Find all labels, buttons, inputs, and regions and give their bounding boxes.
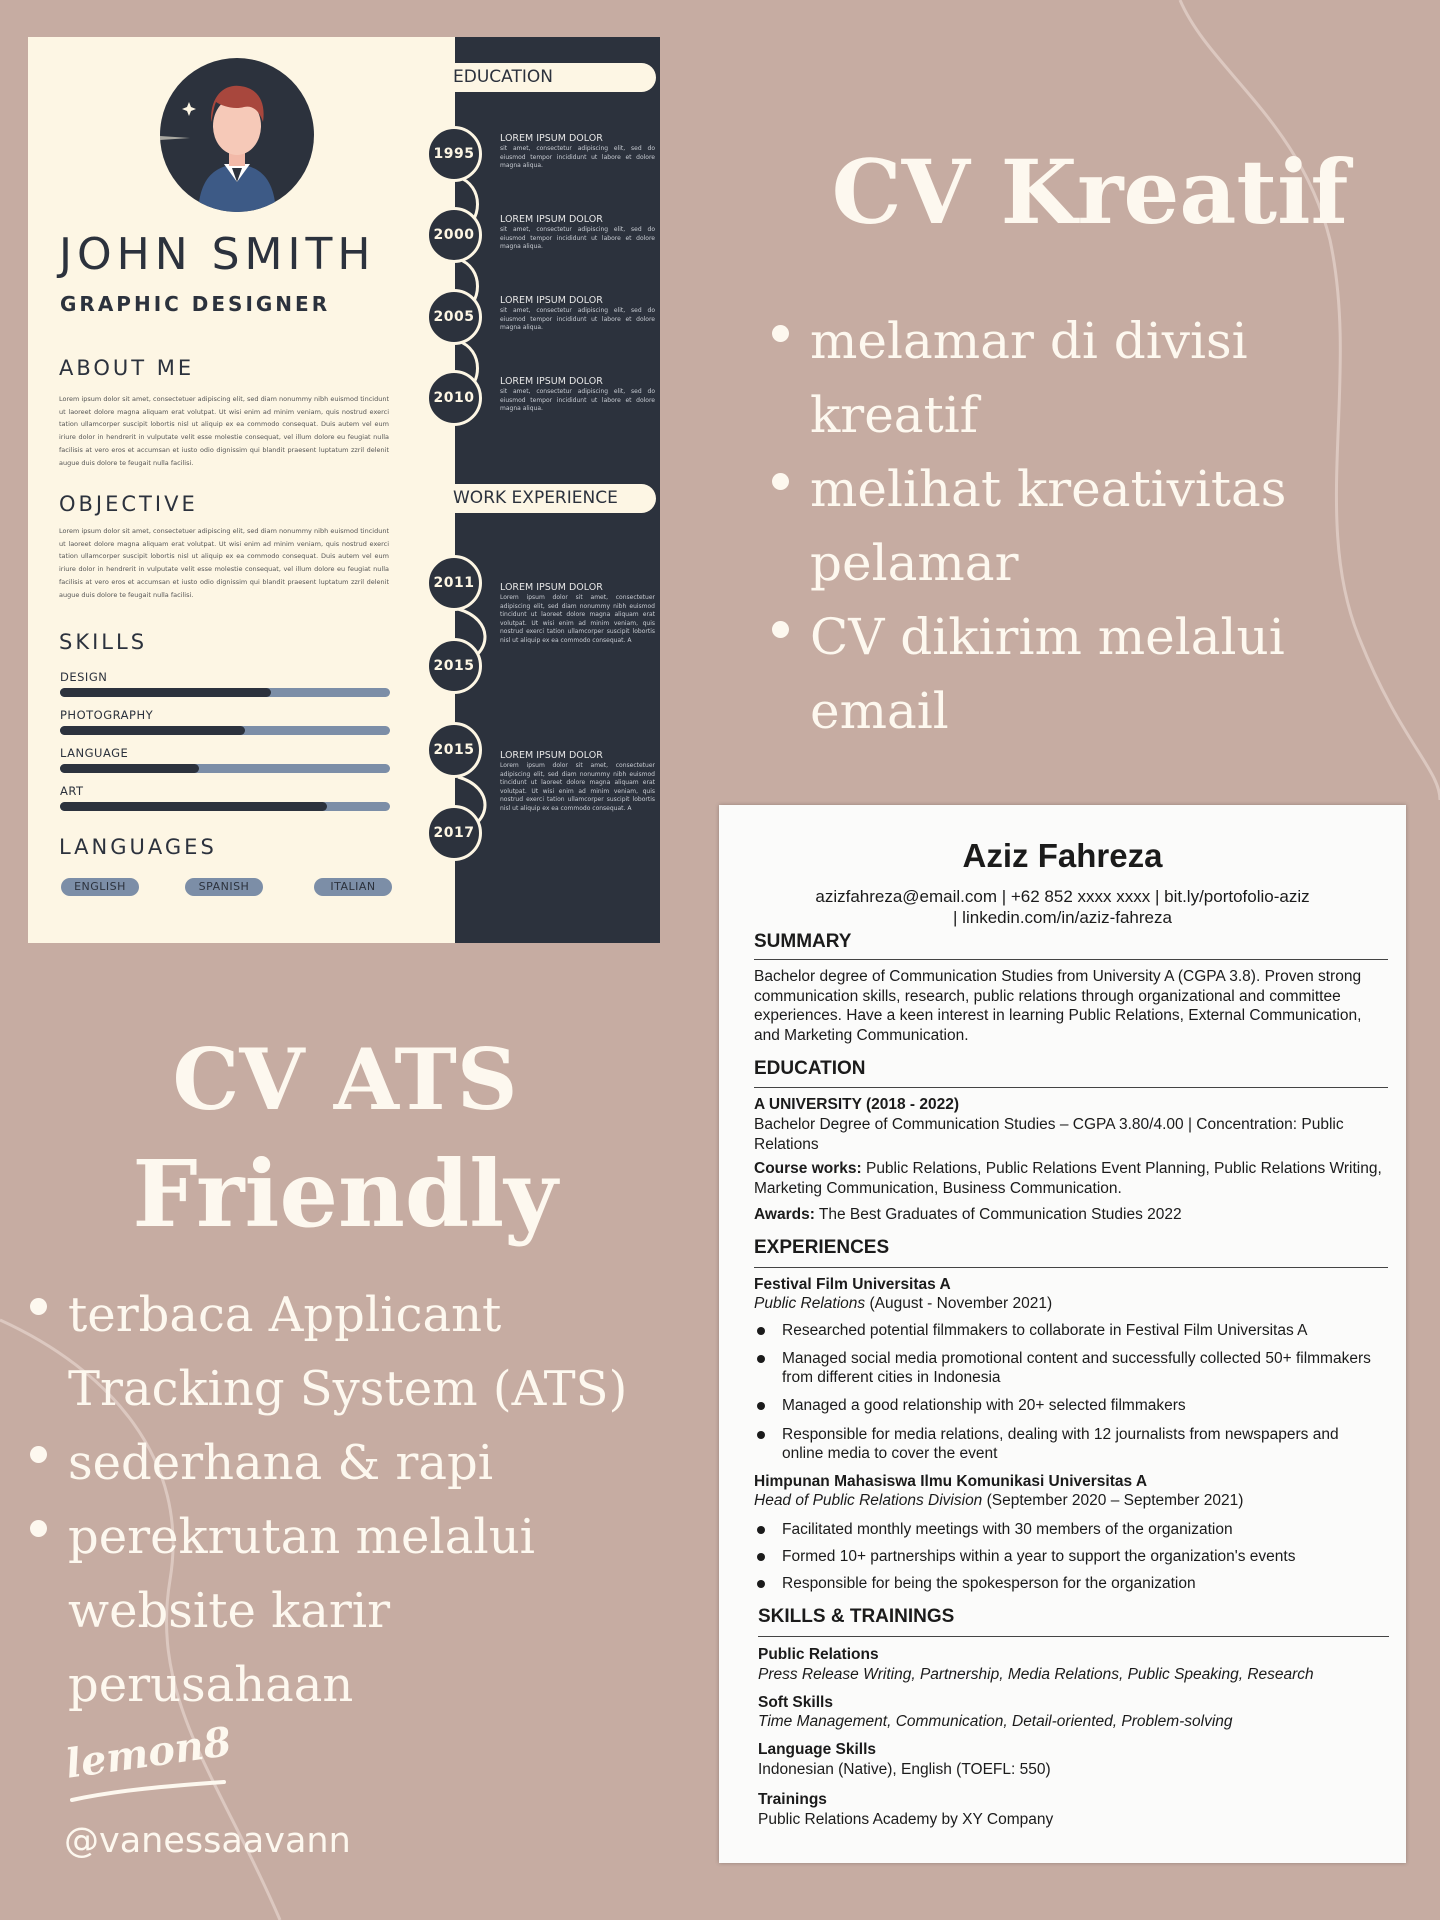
exp1-bullet: Managed a good relationship with 20+ selected filmmakers — [782, 1396, 1382, 1415]
kreatif-title: CV Kreatif — [831, 140, 1349, 244]
kreatif-bullet — [770, 304, 1420, 452]
ats-bullets — [28, 1278, 688, 1722]
kreatif-bullet-text: melihat kreativitas pelamar — [810, 460, 1287, 592]
about-heading: ABOUT ME — [59, 356, 195, 380]
kreatif-bullet-text: melamar di divisi kreatif — [810, 312, 1248, 444]
course-label: Course works: — [754, 1160, 862, 1177]
timeline-text: Lorem ipsum dolor sit amet, consectetuer adipiscing elit, sed diam nonummy nibh euismod tincidunt ut laoreet dolore magna aliquam erat volutpat. Ut wisi enim ad minim veniam, quis nostrud exerci tation ullamcorper suscipit lobortis nisl ut aliquip ex ea commodo consequat. A — [500, 762, 655, 812]
awards-text: The Best Graduates of Communication Studies 2022 — [814, 1206, 1182, 1223]
section-divider — [758, 1636, 1389, 1637]
bullet-dot — [30, 1520, 47, 1537]
bullet-dot — [30, 1298, 47, 1315]
about-text: Lorem ipsum dolor sit amet, consectetuer adipiscing elit, sed diam nonummy nibh euismod tincidunt ut laoreet dolore magna aliquam erat volutpat. Ut wisi enim ad minim veniam, quis nostrud exerci tation ullamcorper suscipit lobortis nisl ut aliquip ex ea commodo consequat. Duis autem vel eum iriure dolor in hendrerit in vulputate velit esse molestie consequat, vel illum dolore eu feugiat nulla facilisis at vero eros et accumsan et iusto odio dignissim qui blandit praesent luptatum zzril delenit augue duis dolore te feugait nulla facilisi. — [59, 395, 389, 467]
bullet-dot — [772, 621, 789, 638]
skill-label: DESIGN — [60, 670, 108, 684]
year-badge: 2000 — [426, 207, 482, 263]
section-divider — [754, 1267, 1388, 1268]
awards-label: Awards: — [754, 1206, 815, 1223]
edu-school: A UNIVERSITY (2018 - 2022) — [754, 1096, 960, 1113]
timeline-text: Lorem ipsum dolor sit amet, consectetuer adipiscing elit, sed diam nonummy nibh euismod tincidunt ut laoreet dolore magna aliquam erat volutpat. Ut wisi enim ad minim veniam, quis nostrud exerci tation ullamcorper suscipit lobortis nisl ut aliquip ex ea commodo consequat. A — [500, 594, 655, 644]
cv-name: JOHN SMITH — [59, 229, 376, 280]
year-badge: 1995 — [426, 126, 482, 182]
exp2-bullet: Responsible for being the spokesperson for the organization — [782, 1574, 1382, 1593]
language-pill: ENGLISH — [61, 878, 139, 896]
ats-bullet-text: terbaca Applicant Tracking System (ATS) — [68, 1287, 628, 1417]
skill-label: Language Skills — [758, 1741, 877, 1758]
year-badge: 2015 — [426, 722, 482, 778]
education-heading: EDUCATION — [451, 63, 656, 92]
ats-cv-contact: | linkedin.com/in/aziz-fahreza — [953, 908, 1172, 927]
ats-bullet — [28, 1278, 688, 1426]
course-works — [754, 1159, 1384, 1198]
section-divider — [754, 959, 1388, 960]
skill-value: Indonesian (Native), English (TOEFL: 550) — [758, 1761, 1051, 1778]
skills-heading: SKILLS & TRAININGS — [758, 1606, 955, 1627]
ats-title-line2: Friendly — [132, 1140, 558, 1248]
skill-label: LANGUAGE — [60, 746, 129, 760]
kreatif-bullet — [770, 600, 1420, 748]
bullet-dot — [30, 1446, 47, 1463]
ats-cv-contact: azizfahreza@email.com | +62 852 xxxx xxxx | bit.ly/portofolio-aziz — [815, 887, 1310, 906]
kreatif-bullet — [770, 452, 1420, 600]
ats-cv-sample — [719, 805, 1406, 1863]
skill-label: ART — [60, 784, 84, 798]
awards — [754, 1205, 1384, 1225]
bullet-dot — [772, 325, 789, 342]
exp1-bullet: Researched potential filmmakers to collaborate in Festival Film Universitas A — [782, 1321, 1382, 1340]
exp1-bullet: Managed social media promotional content and successfully collected 50+ filmmakers from different cities in Indonesia — [782, 1349, 1382, 1387]
exp2-dates: (September 2020 – September 2021) — [982, 1492, 1244, 1509]
summary-text: Bachelor degree of Communication Studies from University A (CGPA 3.8). Proven strong communication skills, research, public relations through organizational and committee experiences. Have a keen interest in learning Public Relations, External Communication, and Marketing Communication. — [754, 968, 1362, 1044]
ats-title-line1: CV ATS — [172, 1030, 518, 1129]
language-pill: ITALIAN — [314, 878, 392, 896]
timeline-text: sit amet, consectetur adipiscing elit, sed do eiusmod tempor incididunt ut labore et dolore magna aliqua. — [500, 307, 655, 332]
kreatif-bullet-text: CV dikirim melalui email — [810, 608, 1285, 740]
timeline-title: LOREM IPSUM DOLOR — [500, 750, 603, 761]
timeline-text: sit amet, consectetur adipiscing elit, sed do eiusmod tempor incididunt ut labore et dolore magna aliqua. — [500, 388, 655, 413]
kreatif-bullets — [770, 304, 1420, 748]
skill-label: Trainings — [758, 1791, 827, 1808]
edu-degree: Bachelor Degree of Communication Studies – CGPA 3.80/4.00 | Concentration: Public Relations — [754, 1116, 1344, 1153]
skill-value: Press Release Writing, Partnership, Media Relations, Public Speaking, Research — [758, 1666, 1314, 1683]
section-divider — [754, 1087, 1388, 1088]
skill-value: Public Relations Academy by XY Company — [758, 1811, 1054, 1828]
language-pill: SPANISH — [185, 878, 263, 896]
timeline-text: sit amet, consectetur adipiscing elit, sed do eiusmod tempor incididunt ut labore et dolore magna aliqua. — [500, 226, 655, 251]
exp1-role: Public Relations — [754, 1295, 866, 1312]
cv-role: GRAPHIC DESIGNER — [60, 292, 331, 316]
logo-swoosh — [68, 1778, 228, 1808]
exp1-role-line — [754, 1294, 1384, 1314]
year-badge: 2017 — [426, 805, 482, 861]
ats-bullet-text: sederhana & rapi — [68, 1435, 494, 1491]
bullet-dot — [772, 473, 789, 490]
timeline-text: sit amet, consectetur adipiscing elit, sed do eiusmod tempor incididunt ut labore et dolore magna aliqua. — [500, 145, 655, 170]
languages-heading: LANGUAGES — [59, 835, 217, 859]
ats-cv-name: Aziz Fahreza — [962, 837, 1163, 874]
ats-bullet-text: perekrutan melalui website karir perusahaan — [68, 1509, 536, 1713]
timeline-title: LOREM IPSUM DOLOR — [500, 214, 603, 225]
exp1-org: Festival Film Universitas A — [754, 1276, 951, 1293]
author-handle: @vanessaavann — [64, 1821, 351, 1861]
experiences-heading: EXPERIENCES — [754, 1237, 890, 1258]
summary-heading: SUMMARY — [754, 931, 852, 952]
ats-bullet — [28, 1426, 688, 1500]
skills-heading: SKILLS — [59, 630, 148, 654]
skill-label: PHOTOGRAPHY — [60, 708, 154, 722]
year-badge: 2015 — [426, 638, 482, 694]
creative-cv-sample — [28, 37, 660, 943]
lemon8-logo: lemon8 — [62, 1718, 235, 1788]
course-text: Public Relations, Public Relations Event Planning, Public Relations Writing, Marketing Communication, Business Communication. — [754, 1160, 1382, 1197]
education-heading: EDUCATION — [754, 1058, 866, 1079]
timeline-title: LOREM IPSUM DOLOR — [500, 582, 603, 593]
skill-label: Soft Skills — [758, 1694, 833, 1711]
exp2-bullet: Facilitated monthly meetings with 30 members of the organization — [782, 1520, 1382, 1539]
objective-heading: OBJECTIVE — [59, 492, 198, 516]
skill-value: Time Management, Communication, Detail-oriented, Problem-solving — [758, 1713, 1233, 1730]
skill-label: Public Relations — [758, 1646, 879, 1663]
year-badge: 2005 — [426, 289, 482, 345]
timeline-title: LOREM IPSUM DOLOR — [500, 376, 603, 387]
year-badge: 2010 — [426, 370, 482, 426]
exp2-bullet: Formed 10+ partnerships within a year to support the organization's events — [782, 1547, 1382, 1566]
timeline-title: LOREM IPSUM DOLOR — [500, 133, 603, 144]
exp2-org: Himpunan Mahasiswa Ilmu Komunikasi Universitas A — [754, 1473, 1148, 1490]
exp1-bullet: Responsible for media relations, dealing with 12 journalists from newspapers and online media to cover the event — [782, 1425, 1382, 1463]
exp2-role-line — [754, 1491, 1384, 1511]
year-badge: 2011 — [426, 555, 482, 611]
objective-text: Lorem ipsum dolor sit amet, consectetuer adipiscing elit, sed diam nonummy nibh euismod tincidunt ut laoreet dolore magna aliquam erat volutpat. Ut wisi enim ad minim veniam, quis nostrud exerci tation ullamcorper suscipit lobortis nisl ut aliquip ex ea commodo consequat. Duis autem vel eum iriure dolor in hendrerit in vulputate velit esse molestie consequat, vel illum dolore eu feugiat nulla facilisis at vero eros et accumsan et iusto odio dignissim qui blandit praesent luptatum zzril delenit augue duis dolore te feugait nulla facilisi. — [59, 527, 389, 599]
exp1-dates: (August - November 2021) — [865, 1295, 1053, 1312]
exp2-role: Head of Public Relations Division — [754, 1492, 983, 1509]
timeline-title: LOREM IPSUM DOLOR — [500, 295, 603, 306]
work-heading: WORK EXPERIENCE — [451, 484, 656, 513]
ats-bullet — [28, 1500, 688, 1722]
